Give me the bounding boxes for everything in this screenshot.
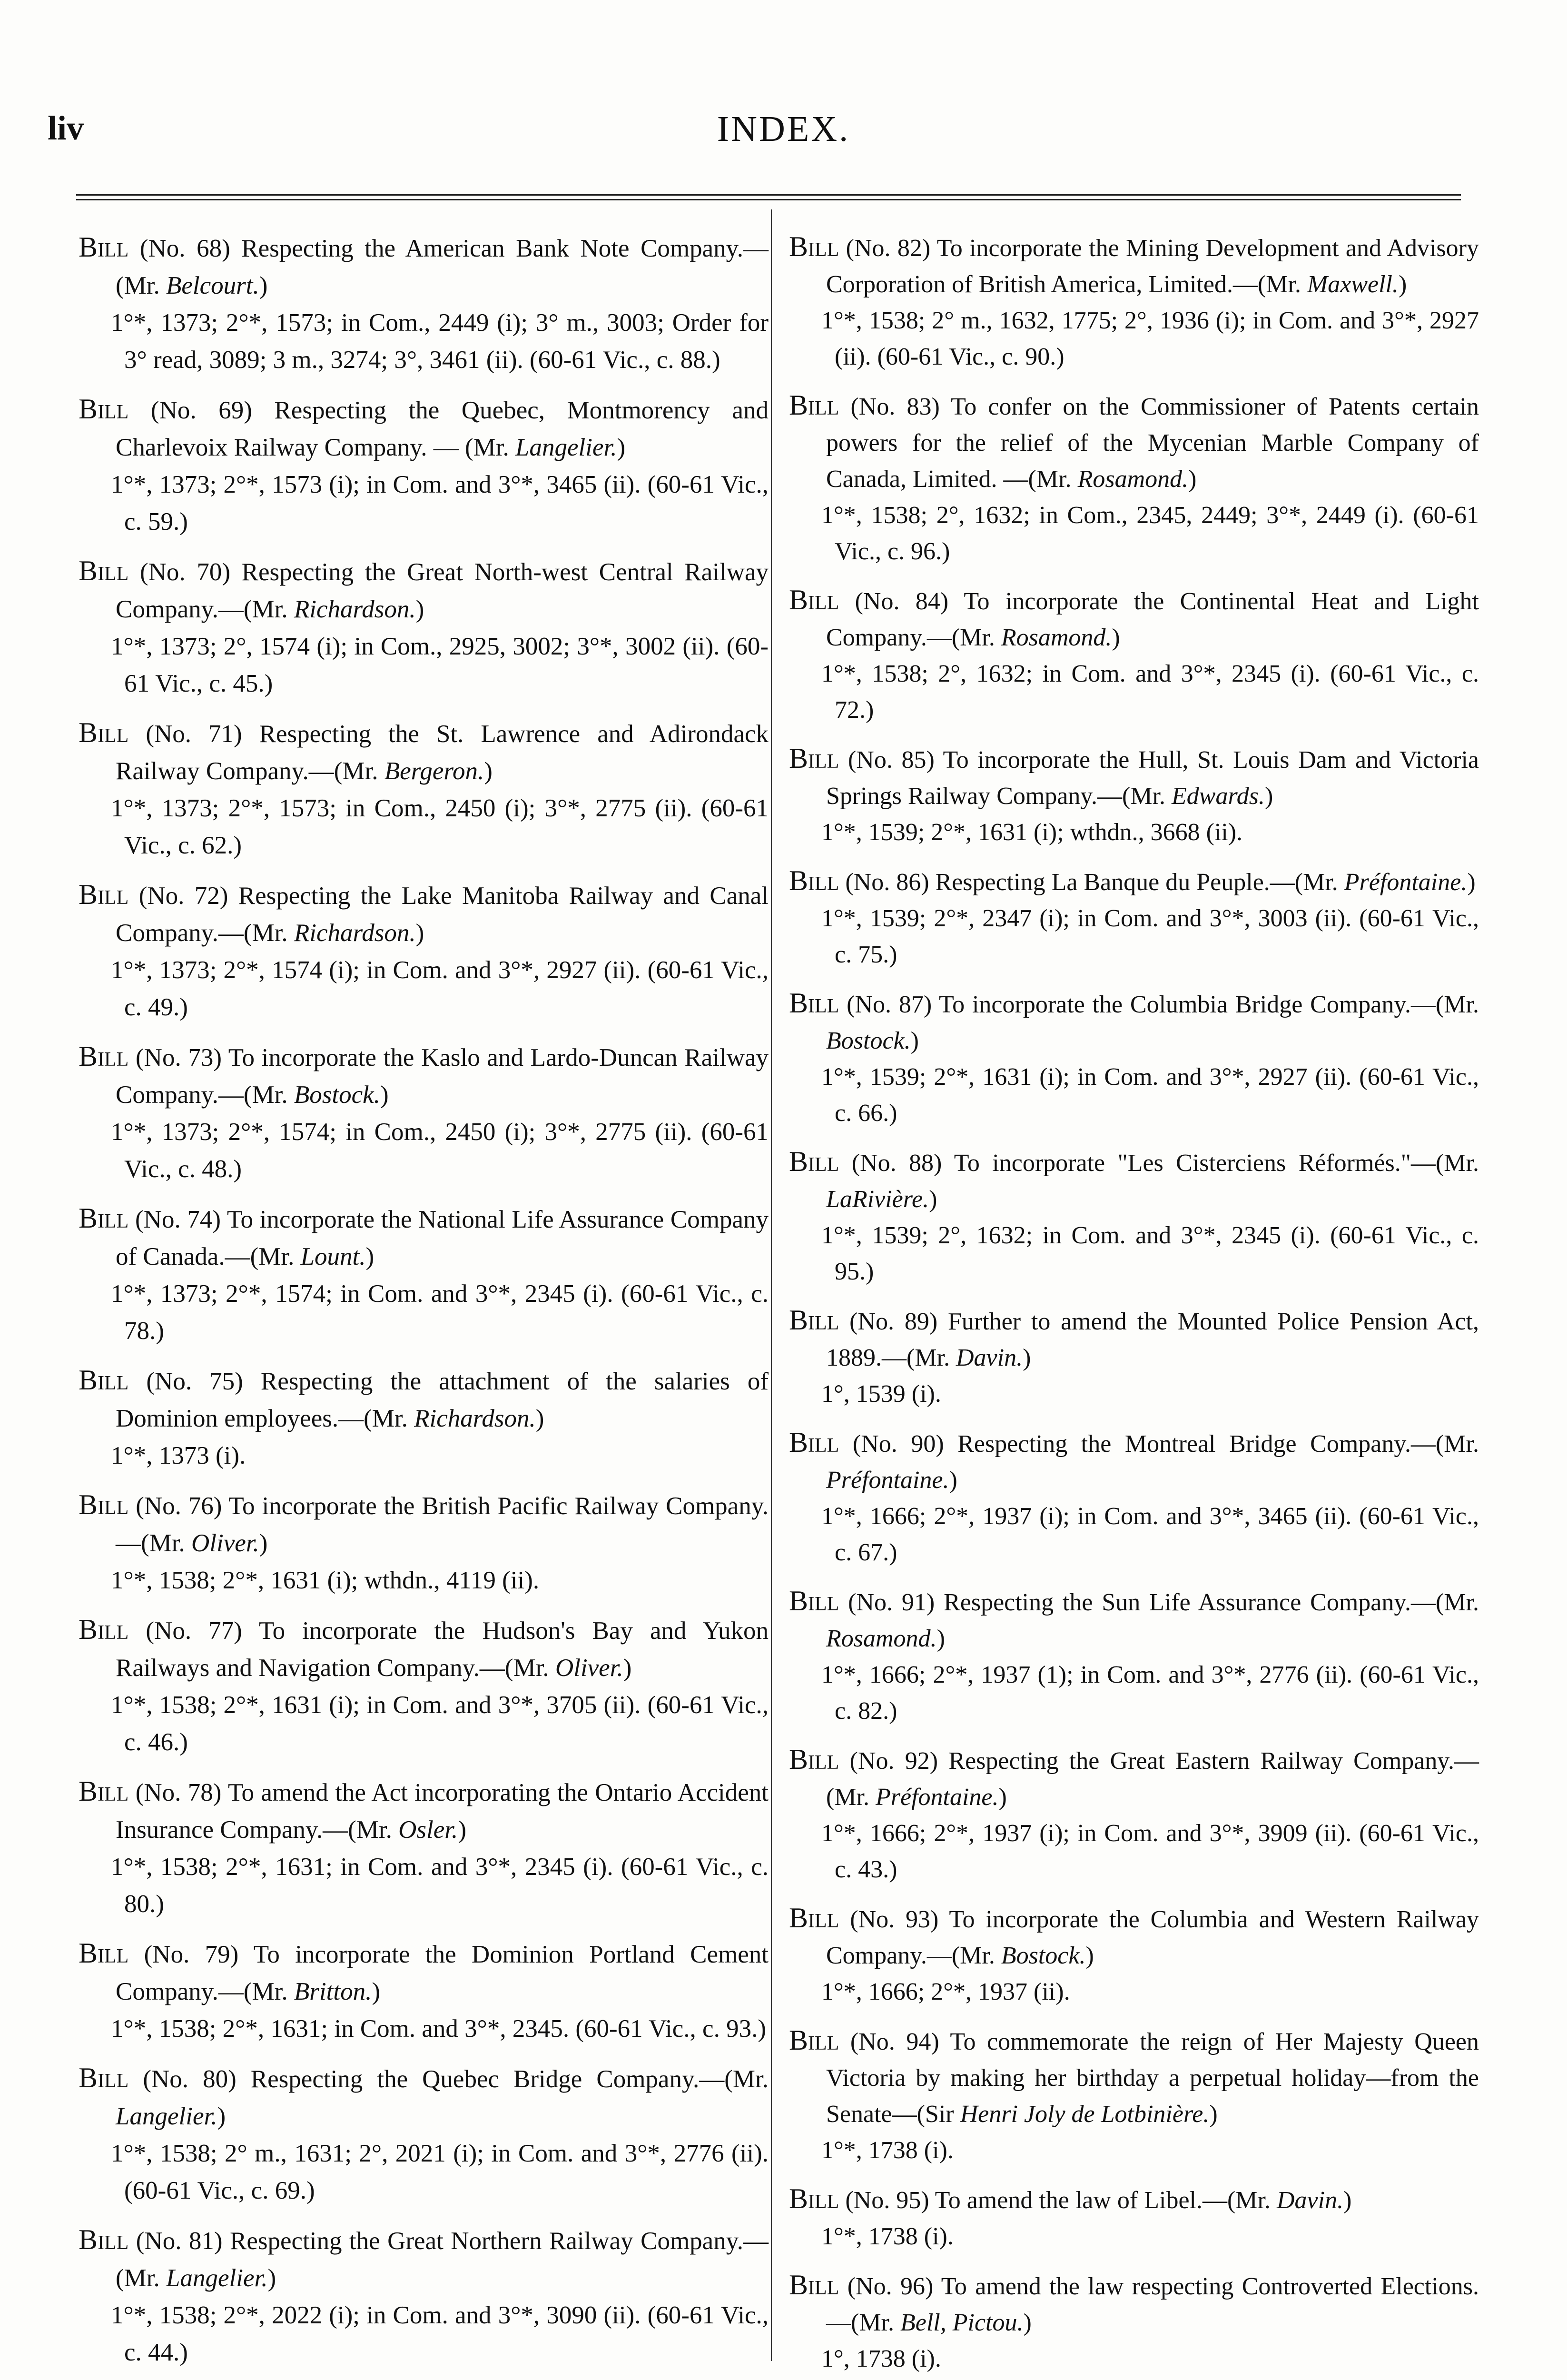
entry-references: 1°*, 1538; 2° m., 1631; 2°, 2021 (i); in Com. and 3°*, 2776 (ii). (60-61 Vic., c. 69.) <box>111 2140 769 2204</box>
index-entry <box>789 985 1479 1131</box>
entry-references: 1°*, 1538; 2°, 1632; in Com. and 3°*, 2345 (i). (60-61 Vic., c. 72.) <box>821 660 1479 724</box>
entry-heading: Bill (No. 73) To incorporate the Kaslo and Lardo-Duncan Railway Company.—(Mr. Bostock.) <box>79 1041 769 1109</box>
entry-references: 1°*, 1539; 2°*, 1631 (i); in Com. and 3°*, 2927 (ii). (60-61 Vic., c. 66.) <box>821 1063 1479 1127</box>
index-entry <box>789 1900 1479 2010</box>
index-entry <box>79 2059 769 2209</box>
entry-references: 1°*, 1666; 2°*, 1937 (1); in Com. and 3°*, 2776 (ii). (60-61 Vic., c. 82.) <box>821 1661 1479 1725</box>
index-entry <box>79 1361 769 1474</box>
entry-references: 1°*, 1666; 2°*, 1937 (ii). <box>821 1978 1070 2005</box>
index-entry <box>79 876 769 1026</box>
index-entry <box>789 1302 1479 1412</box>
entry-references: 1°*, 1738 (i). <box>821 2223 954 2250</box>
entry-heading: Bill (No. 74) To incorporate the National Life Assurance Company of Canada.—(Mr. Lount.) <box>79 1202 769 1270</box>
entry-heading: Bill (No. 80) Respecting the Quebec Bridge Company.—(Mr. Langelier.) <box>79 2062 769 2130</box>
entry-heading: Bill (No. 93) To incorporate the Columbia and Western Railway Company.—(Mr. Bostock.) <box>789 1902 1479 1969</box>
index-entry <box>789 1583 1479 1729</box>
index-entry <box>789 2181 1479 2255</box>
entry-references: 1°*, 1373; 2°*, 1574 (i); in Com. and 3°*, 2927 (ii). (60-61 Vic., c. 49.) <box>111 956 769 1021</box>
entry-references: 1°*, 1538; 2°*, 1631 (i); wthdn., 4119 (ii). <box>111 1567 540 1594</box>
right-column <box>789 228 1479 2380</box>
index-entry <box>79 1200 769 1349</box>
entry-references: 1°*, 1538; 2°, 1632; in Com., 2345, 2449; 3°*, 2449 (i). (60-61 Vic., c. 96.) <box>821 502 1479 565</box>
index-entry <box>79 390 769 540</box>
entry-heading: Bill (No. 71) Respecting the St. Lawrence and Adirondack Railway Company.—(Mr. Bergeron.) <box>79 717 769 785</box>
entry-heading: Bill (No. 76) To incorporate the British Pacific Railway Company.—(Mr. Oliver.) <box>79 1489 769 1557</box>
index-entry <box>79 1038 769 1188</box>
entry-references: 1°*, 1538; 2°*, 1631; in Com. and 3°*, 2345 (i). (60-61 Vic., c. 80.) <box>111 1853 769 1918</box>
header-rule <box>76 194 1461 204</box>
index-entry <box>789 2267 1479 2377</box>
left-column <box>79 228 769 2380</box>
entry-references: 1°*, 1373 (i). <box>111 1442 246 1469</box>
entry-references: 1°*, 1373; 2°*, 1574; in Com., 2450 (i); 3°*, 2775 (ii). (60-61 Vic., c. 48.) <box>111 1118 769 1183</box>
entry-references: 1°*, 1373; 2°*, 1573 (i); in Com. and 3°*, 3465 (ii). (60-61 Vic., c. 59.) <box>111 471 769 536</box>
index-entry <box>79 714 769 864</box>
entry-heading: Bill (No. 77) To incorporate the Hudson's Bay and Yukon Railways and Navigation Company.—(Mr. Oliver.) <box>79 1614 769 1682</box>
entry-heading: Bill (No. 84) To incorporate the Continental Heat and Light Company.—(Mr. Rosamond.) <box>789 584 1479 651</box>
entry-heading: Bill (No. 86) Respecting La Banque du Peuple.—(Mr. Préfontaine.) <box>789 865 1476 896</box>
entry-heading: Bill (No. 82) To incorporate the Mining Development and Advisory Corporation of British America, Limited.—(Mr. Maxwell.) <box>789 231 1479 298</box>
entry-references: 1°*, 1373; 2°*, 1574; in Com. and 3°*, 2345 (i). (60-61 Vic., c. 78.) <box>111 1280 769 1345</box>
entry-references: 1°*, 1738 (i). <box>821 2137 954 2164</box>
entry-references: 1°*, 1539; 2°*, 1631 (i); wthdn., 3668 (ii). <box>821 819 1243 846</box>
index-entry <box>789 1741 1479 1888</box>
index-entry <box>789 387 1479 570</box>
index-entry <box>79 228 769 378</box>
page-title: INDEX. <box>717 109 850 149</box>
entry-heading: Bill (No. 92) Respecting the Great Eastern Railway Company.—(Mr. Préfontaine.) <box>789 1744 1479 1811</box>
index-entry <box>79 1773 769 1923</box>
entry-heading: Bill (No. 91) Respecting the Sun Life Assurance Company.—(Mr. Rosamond.) <box>789 1585 1479 1652</box>
entry-heading: Bill (No. 85) To incorporate the Hull, St. Louis Dam and Victoria Springs Railway Company.—(Mr. Edwards.) <box>789 743 1479 810</box>
entry-references: 1°*, 1538; 2°*, 1631 (i); in Com. and 3°*, 3705 (ii). (60-61 Vic., c. 46.) <box>111 1691 769 1756</box>
page-header <box>0 0 1567 190</box>
entry-references: 1°*, 1538; 2°*, 2022 (i); in Com. and 3°*, 3090 (ii). (60-61 Vic., c. 44.) <box>111 2301 769 2366</box>
entry-heading: Bill (No. 96) To amend the law respecting Controverted Elections.—(Mr. Bell, Pictou.) <box>789 2269 1479 2336</box>
page-number: liv <box>48 109 84 147</box>
index-entry <box>789 863 1479 973</box>
entry-references: 1°, 1539 (i). <box>821 1380 941 1408</box>
entry-references: 1°*, 1373; 2°*, 1573; in Com., 2449 (i); 3° m., 3003; Order for 3° read, 3089; 3 m., 3274; 3°, 3461 (ii). (60-61 Vic., c. 88.) <box>111 309 769 374</box>
entry-references: 1°*, 1666; 2°*, 1937 (i); in Com. and 3°*, 3465 (ii). (60-61 Vic., c. 67.) <box>821 1503 1479 1566</box>
entry-heading: Bill (No. 83) To confer on the Commissioner of Patents certain powers for the relief of the Mycenian Marble Company of Canada, Limited. —(Mr. Rosamond.) <box>789 389 1479 493</box>
entry-heading: Bill (No. 68) Respecting the American Bank Note Company.—(Mr. Belcourt.) <box>79 231 769 299</box>
index-entry <box>79 1934 769 2047</box>
entry-heading: Bill (No. 72) Respecting the Lake Manitoba Railway and Canal Company.—(Mr. Richardson.) <box>79 879 769 947</box>
entry-heading: Bill (No. 90) Respecting the Montreal Bridge Company.—(Mr. Préfontaine.) <box>789 1427 1479 1494</box>
entry-heading: Bill (No. 78) To amend the Act incorporating the Ontario Accident Insurance Company.—(Mr. Osler.) <box>79 1775 769 1844</box>
entry-heading: Bill (No. 87) To incorporate the Columbia Bridge Company.—(Mr. Bostock.) <box>789 987 1479 1054</box>
index-entry <box>79 1611 769 1761</box>
index-entry <box>789 1424 1479 1571</box>
entry-heading: Bill (No. 88) To incorporate "Les Cisterciens Réformés."—(Mr. LaRivière.) <box>789 1146 1479 1213</box>
entry-heading: Bill (No. 95) To amend the law of Libel.—(Mr. Davin.) <box>789 2183 1352 2214</box>
index-entry <box>79 1486 769 1599</box>
index-entry <box>789 1143 1479 1290</box>
entry-references: 1°*, 1373; 2°*, 1573; in Com., 2450 (i); 3°*, 2775 (ii). (60-61 Vic., c. 62.) <box>111 794 769 859</box>
entry-heading: Bill (No. 69) Respecting the Quebec, Montmorency and Charlevoix Railway Company. — (Mr. Langelier.) <box>79 393 769 461</box>
entry-references: 1°*, 1539; 2°*, 2347 (i); in Com. and 3°*, 3003 (ii). (60-61 Vic., c. 75.) <box>821 905 1479 968</box>
index-entry <box>79 2221 769 2371</box>
index-entry <box>79 552 769 702</box>
entry-references: 1°, 1738 (i). <box>821 2345 941 2372</box>
index-entry <box>789 2022 1479 2169</box>
entry-references: 1°*, 1538; 2°*, 1631; in Com. and 3°*, 2345. (60-61 Vic., c. 93.) <box>111 2015 766 2043</box>
entry-heading: Bill (No. 79) To incorporate the Dominion Portland Cement Company.—(Mr. Britton.) <box>79 1937 769 2005</box>
index-entry <box>789 582 1479 728</box>
index-entry <box>789 228 1479 375</box>
entry-references: 1°*, 1539; 2°, 1632; in Com. and 3°*, 2345 (i). (60-61 Vic., c. 95.) <box>821 1222 1479 1285</box>
entry-heading: Bill (No. 94) To commemorate the reign of Her Majesty Queen Victoria by making her birthday a perpetual holiday—from the Senate—(Sir Henri Joly de Lotbinière.) <box>789 2024 1479 2128</box>
entry-heading: Bill (No. 89) Further to amend the Mounted Police Pension Act, 1889.—(Mr. Davin.) <box>789 1304 1479 1371</box>
entry-heading: Bill (No. 70) Respecting the Great North-west Central Railway Company.—(Mr. Richardson.) <box>79 555 769 623</box>
entry-references: 1°*, 1538; 2° m., 1632, 1775; 2°, 1936 (i); in Com. and 3°*, 2927 (ii). (60-61 Vic., c. 90.) <box>821 307 1479 370</box>
entry-references: 1°*, 1373; 2°, 1574 (i); in Com., 2925, 3002; 3°*, 3002 (ii). (60-61 Vic., c. 45.) <box>111 633 769 697</box>
entry-heading: Bill (No. 75) Respecting the attachment of the salaries of Dominion employees.—(Mr. Richardson.) <box>79 1364 769 1432</box>
index-entry <box>789 740 1479 851</box>
entry-references: 1°*, 1666; 2°*, 1937 (i); in Com. and 3°*, 3909 (ii). (60-61 Vic., c. 43.) <box>821 1820 1479 1883</box>
column-divider <box>771 209 772 2361</box>
entry-heading: Bill (No. 81) Respecting the Great Northern Railway Company.—(Mr. Langelier.) <box>79 2224 769 2292</box>
